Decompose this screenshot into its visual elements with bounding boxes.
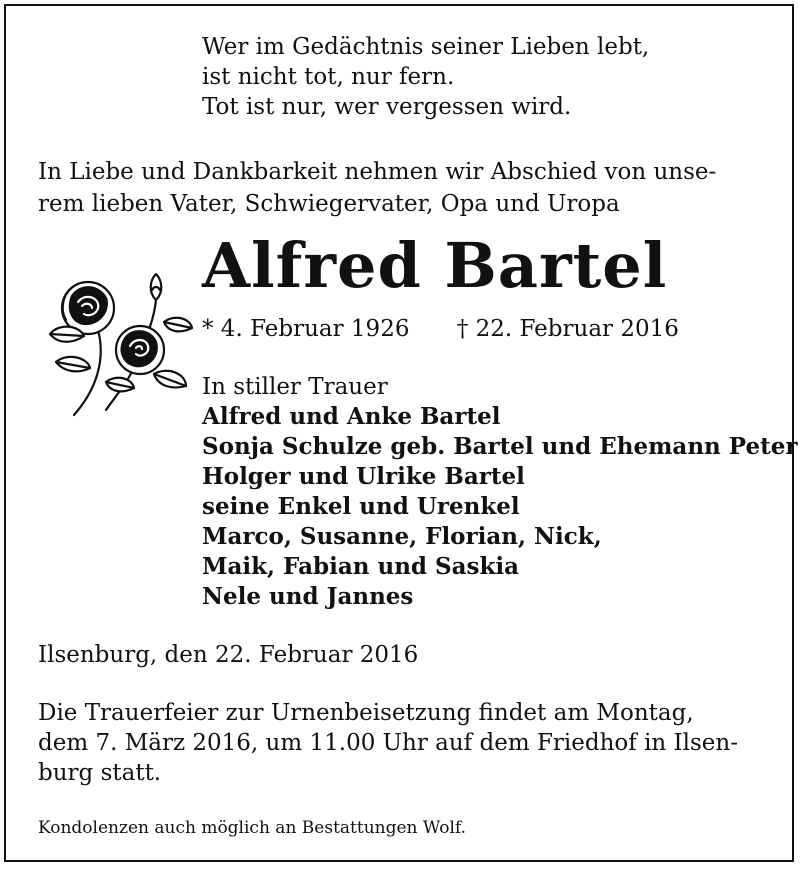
- ceremony-text: [38, 698, 760, 788]
- mourner-line: seine Enkel und Urenkel: [202, 493, 520, 520]
- death-date: † 22. Februar 2016: [456, 316, 679, 342]
- mourners-intro: In stiller Trauer: [202, 374, 388, 400]
- mourner-line: Holger und Ulrike Bartel: [202, 463, 525, 490]
- poem-line: Tot ist nur, wer vergessen wird.: [202, 94, 572, 120]
- mourner-line: Maik, Fabian und Saskia: [202, 553, 520, 580]
- place-and-date: Ilsenburg, den 22. Februar 2016: [38, 642, 419, 668]
- ceremony-line: burg statt.: [38, 760, 162, 786]
- intro-text: [38, 156, 760, 220]
- poem-line: Wer im Gedächtnis seiner Lieben lebt,: [202, 34, 650, 60]
- mourner-line: Marco, Susanne, Florian, Nick,: [202, 523, 602, 550]
- mourner-line: Alfred und Anke Bartel: [202, 403, 501, 430]
- intro-line: In Liebe und Dankbarkeit nehmen wir Abschied von unse-: [38, 159, 717, 185]
- intro-line: rem lieben Vater, Schwiegervater, Opa und Uropa: [38, 191, 620, 217]
- rose-icon: [36, 270, 196, 420]
- ceremony-line: dem 7. März 2016, um 11.00 Uhr auf dem Friedhof in Ilsen-: [38, 730, 738, 756]
- birth-date: * 4. Februar 1926: [202, 316, 410, 342]
- poem-line: ist nicht tot, nur fern.: [202, 64, 455, 90]
- memorial-poem: [202, 32, 649, 122]
- mourner-line: Sonja Schulze geb. Bartel und Ehemann Peter: [202, 433, 798, 460]
- mourner-line: Nele und Jannes: [202, 583, 414, 610]
- condolences-note: Kondolenzen auch möglich an Bestattungen Wolf.: [38, 818, 466, 838]
- life-dates: [202, 314, 679, 344]
- deceased-name: Alfred Bartel: [202, 229, 668, 302]
- obituary-notice: [4, 4, 798, 862]
- mourners-list: [202, 372, 797, 612]
- ceremony-line: Die Trauerfeier zur Urnenbeisetzung findet am Montag,: [38, 700, 694, 726]
